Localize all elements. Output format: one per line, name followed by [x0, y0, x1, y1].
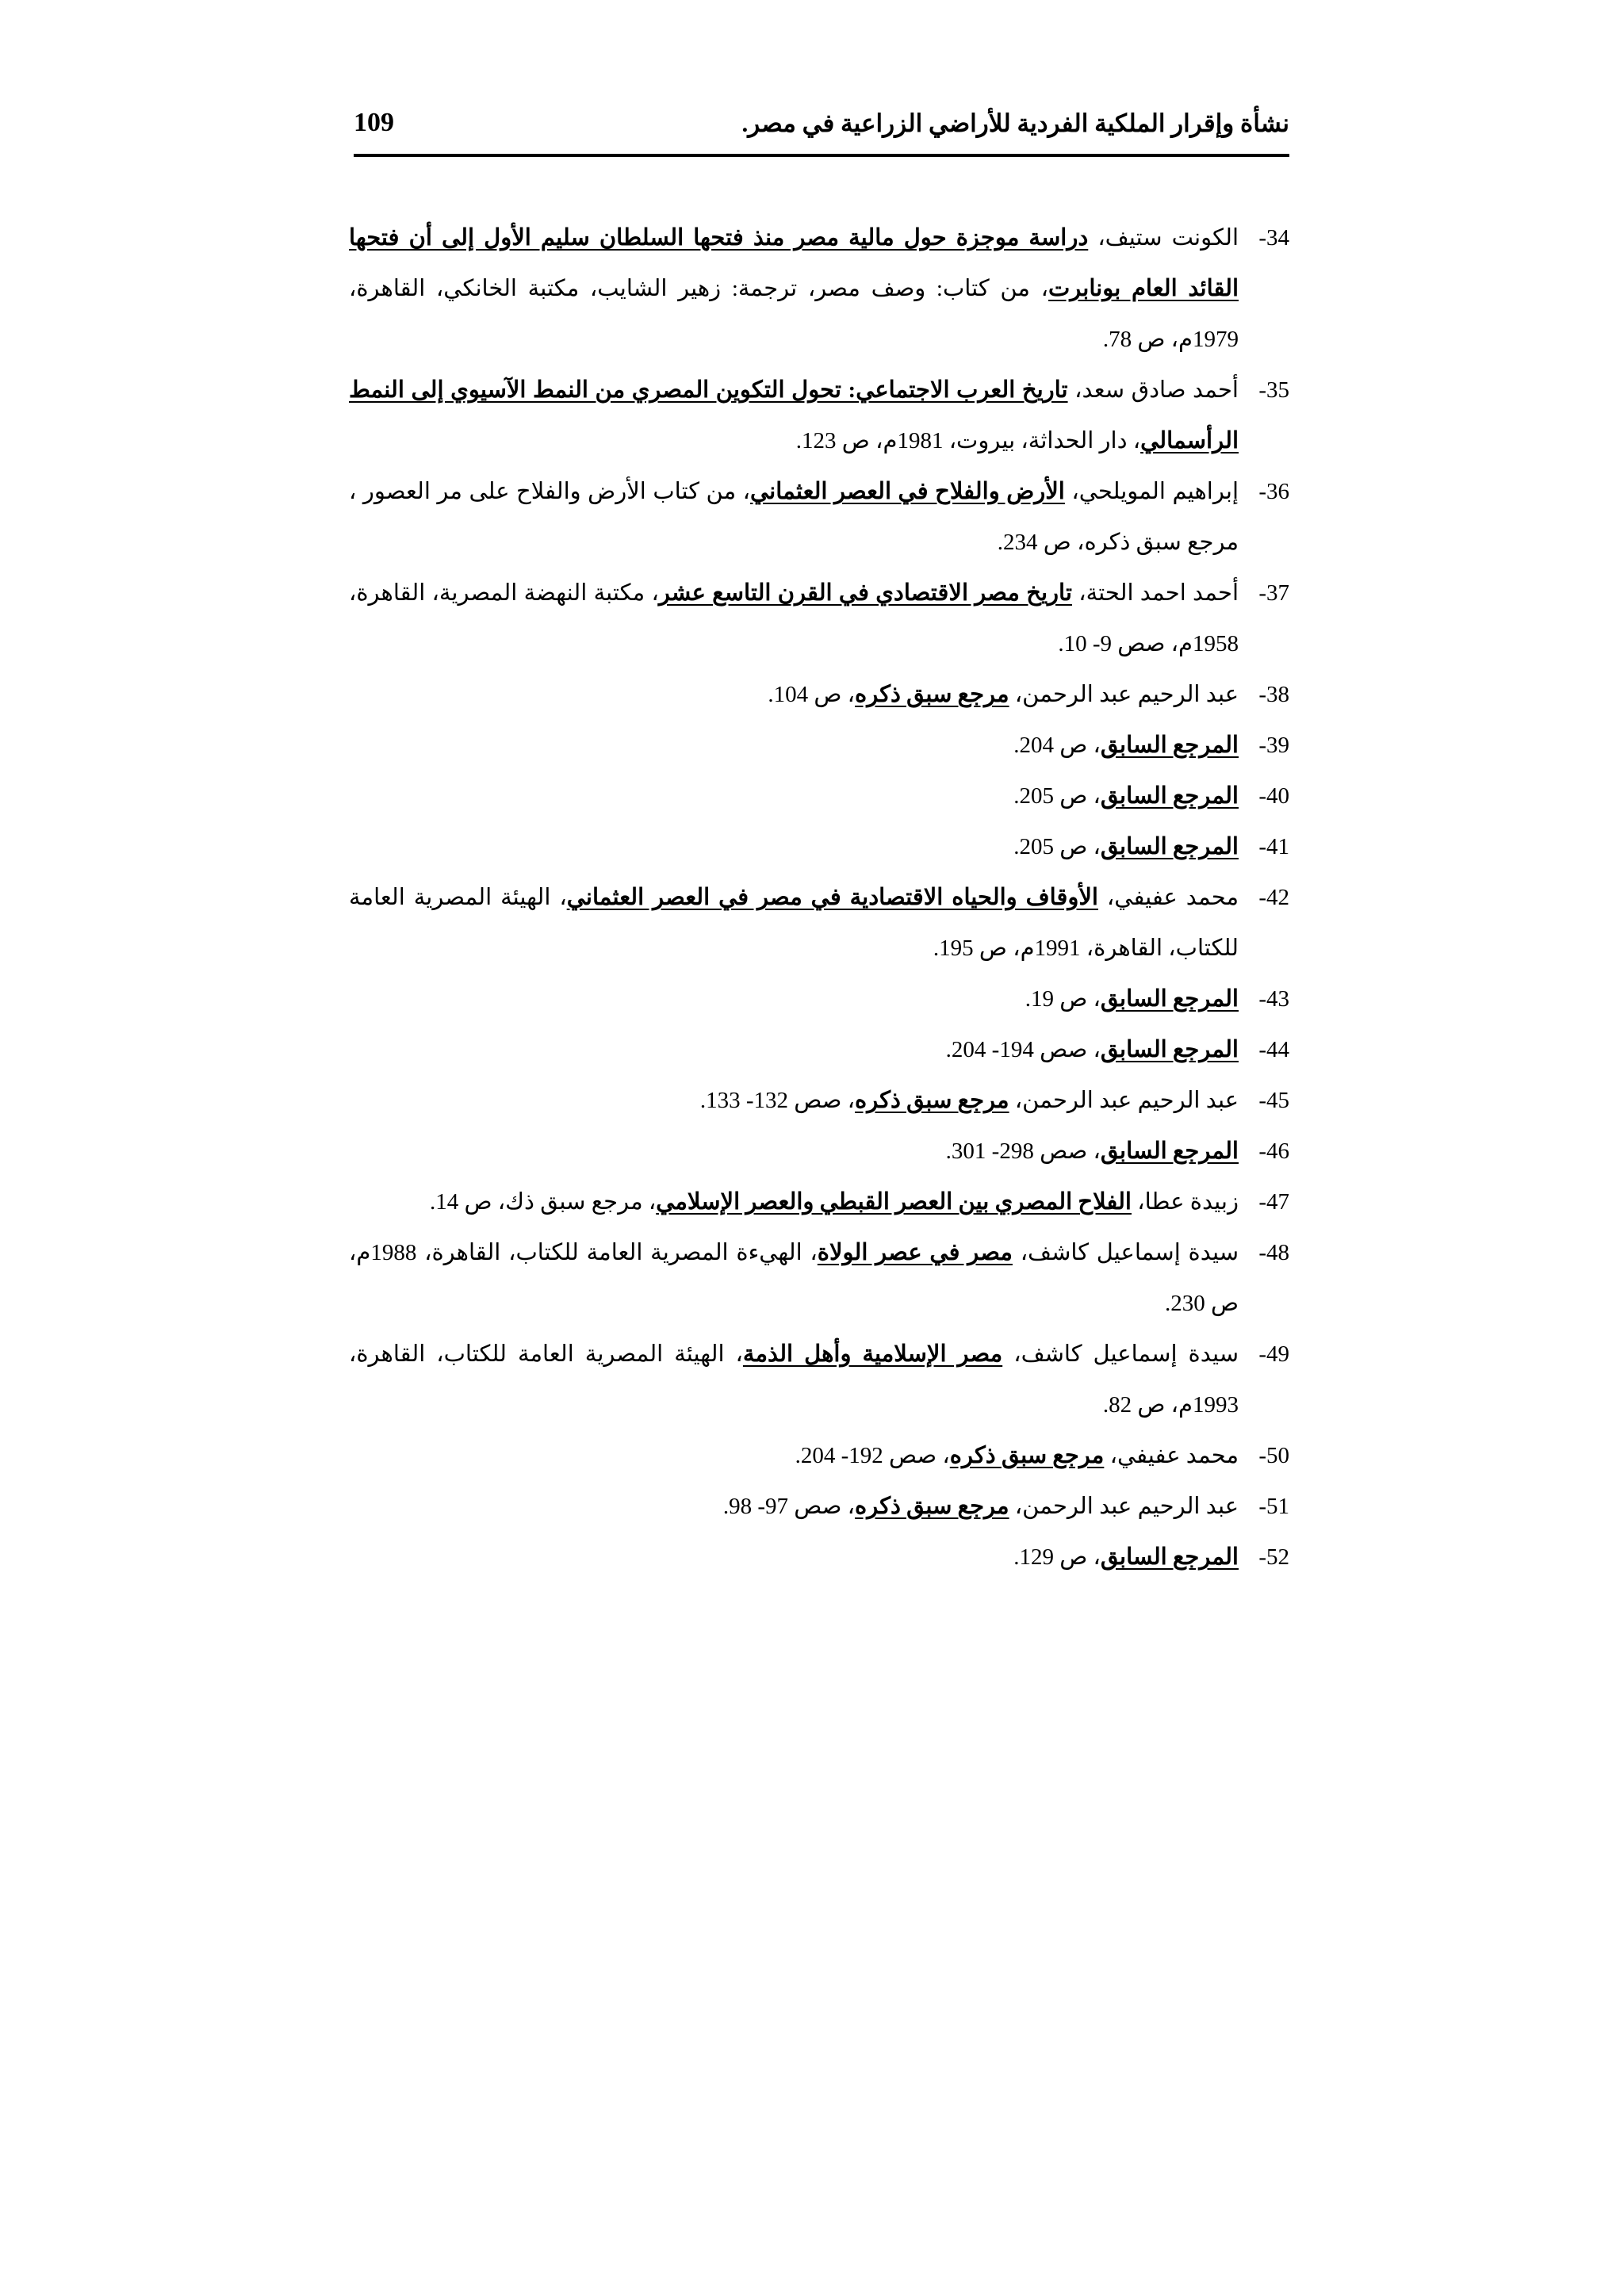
endnote-details: ، صص 194- 204. — [945, 1037, 1101, 1062]
endnotes-list — [349, 212, 1289, 1582]
endnote-author: عبد الرحيم عبد الرحمن، — [1009, 1088, 1239, 1113]
endnote-number: 42- — [1258, 885, 1289, 910]
endnote-details: ، ص 129. — [1013, 1544, 1101, 1570]
endnote-number: 47- — [1258, 1189, 1289, 1215]
endnote — [349, 1481, 1289, 1532]
endnote-number: 37- — [1258, 580, 1289, 606]
endnote — [349, 212, 1289, 365]
endnote-number: 50- — [1258, 1443, 1289, 1468]
endnote-title: دراسة موجزة حول مالية مصر منذ فتحها السلطان سليم الأول إلى أن فتحها القائد العام بونابرت — [349, 225, 1239, 301]
endnote — [349, 365, 1289, 466]
endnote-title: تاريخ العرب الاجتماعي: تحول التكوين المصري من النمط الآسيوي إلى النمط الرأسمالي — [349, 377, 1239, 453]
endnote-title: المرجع السابق — [1100, 733, 1239, 758]
endnote — [349, 872, 1289, 974]
endnote — [349, 669, 1289, 720]
endnote-author: عبد الرحيم عبد الرحمن، — [1009, 1494, 1239, 1519]
endnote — [349, 1532, 1289, 1582]
endnote-number: 43- — [1258, 986, 1289, 1012]
endnote-details: ، من كتاب الأرض والفلاح على مر العصور ، مرجع سبق ذكره، ص 234. — [349, 479, 1239, 555]
endnote-details: ، الهيءة المصرية العامة للكتاب، القاهرة، 1988م، ص 230. — [349, 1240, 1239, 1316]
endnote-number: 36- — [1258, 479, 1289, 504]
endnote-number: 40- — [1258, 783, 1289, 809]
endnote-title: المرجع السابق — [1100, 1138, 1239, 1164]
endnote — [349, 1430, 1289, 1481]
endnote-title: مرجع سبق ذكره — [855, 682, 1009, 707]
endnote-number: 49- — [1258, 1341, 1289, 1367]
endnote-title: الفلاح المصري بين العصر القبطي والعصر الإسلامي — [656, 1189, 1132, 1215]
endnote-author: محمد عفيفي، — [1097, 885, 1239, 910]
endnote — [349, 1177, 1289, 1227]
endnote-title: المرجع السابق — [1100, 1037, 1239, 1062]
endnote-details: ، ص 205. — [1013, 783, 1101, 809]
endnote-details: ، ص 204. — [1013, 733, 1101, 758]
running-title: نشأة وإقرار الملكية الفردية للأراضي الزراعية في مصر. — [741, 109, 1289, 137]
endnote-number: 41- — [1258, 834, 1289, 859]
page-number: 109 — [354, 108, 394, 137]
endnote-details: ، دار الحداثة، بيروت، 1981م، ص 123. — [795, 428, 1141, 453]
endnote-author: سيدة إسماعيل كاشف، — [1012, 1240, 1239, 1265]
endnote-author: أحمد صادق سعد، — [1067, 377, 1239, 403]
endnote — [349, 568, 1289, 669]
endnote — [349, 720, 1289, 771]
endnote-author: زبيدة عطا، — [1131, 1189, 1239, 1215]
endnote-number: 48- — [1258, 1240, 1289, 1265]
endnote-author: محمد عفيفي، — [1104, 1443, 1239, 1468]
endnote — [349, 1024, 1289, 1075]
endnote-details: ، صص 132- 133. — [699, 1088, 855, 1113]
endnote — [349, 466, 1289, 568]
endnote-number: 38- — [1258, 682, 1289, 707]
endnote-details: ، مرجع سبق ذك، ص 14. — [429, 1189, 657, 1215]
endnote — [349, 1126, 1289, 1177]
endnote-number: 46- — [1258, 1138, 1289, 1164]
endnote-number: 45- — [1258, 1088, 1289, 1113]
endnote — [349, 771, 1289, 821]
endnote-number: 44- — [1258, 1037, 1289, 1062]
endnote-details: ، ص 205. — [1013, 834, 1101, 859]
endnote-title: المرجع السابق — [1100, 986, 1239, 1012]
endnote-author: أحمد احمد الحتة، — [1071, 580, 1239, 606]
endnote-author: عبد الرحيم عبد الرحمن، — [1009, 682, 1239, 707]
endnote-number: 52- — [1258, 1544, 1289, 1570]
endnote-details: ، من كتاب: وصف مصر، ترجمة: زهير الشايب، مكتبة الخانكي، القاهرة، 1979م، ص 78. — [349, 276, 1239, 352]
endnote-author: الكونت ستيف، — [1088, 225, 1239, 251]
endnote — [349, 1329, 1289, 1430]
page-header — [354, 101, 1289, 157]
endnote-number: 35- — [1258, 377, 1289, 403]
endnote-title: المرجع السابق — [1100, 1544, 1239, 1570]
endnote-details: ، مكتبة النهضة المصرية، القاهرة، 1958م، صص 9- 10. — [349, 580, 1239, 656]
endnote — [349, 1075, 1289, 1126]
endnote-number: 34- — [1258, 225, 1289, 251]
endnote-details: ، الهيئة المصرية العامة للكتاب، القاهرة، 1991م، ص 195. — [349, 885, 1239, 961]
endnote-number: 39- — [1258, 733, 1289, 758]
endnote-title: مصر الإسلامية وأهل الذمة — [742, 1341, 1003, 1367]
endnote-details: ، صص 97- 98. — [722, 1494, 855, 1519]
endnote-title: مرجع سبق ذكره — [855, 1494, 1009, 1519]
endnote-title: مرجع سبق ذكره — [949, 1443, 1105, 1468]
endnote-title: المرجع السابق — [1100, 783, 1239, 809]
endnote-details: ، صص 298- 301. — [945, 1138, 1101, 1164]
endnote-title: مرجع سبق ذكره — [855, 1088, 1009, 1113]
endnote-details: ، ص 19. — [1025, 986, 1101, 1012]
endnote-title: مصر في عصر الولاة — [817, 1240, 1013, 1265]
endnote — [349, 974, 1289, 1024]
endnote-details: ، صص 192- 204. — [795, 1443, 950, 1468]
endnote-details: ، ص 104. — [768, 682, 855, 707]
endnote-title: المرجع السابق — [1100, 834, 1239, 859]
endnote-details: ، الهيئة المصرية العامة للكتاب، القاهرة، 1993م، ص 82. — [349, 1341, 1239, 1418]
endnote-number: 51- — [1258, 1494, 1289, 1519]
endnote-author: إبراهيم المويلحي، — [1064, 479, 1239, 504]
endnote-author: سيدة إسماعيل كاشف، — [1002, 1341, 1239, 1367]
endnote-title: تاريخ مصر الاقتصادي في القرن التاسع عشر — [658, 580, 1072, 606]
endnote-title: الأرض والفلاح في العصر العثماني — [750, 479, 1065, 504]
endnote — [349, 821, 1289, 872]
endnote-title: الأوقاف والحياه الاقتصادية في مصر في العصر العثماني — [566, 885, 1098, 910]
endnote — [349, 1227, 1289, 1329]
